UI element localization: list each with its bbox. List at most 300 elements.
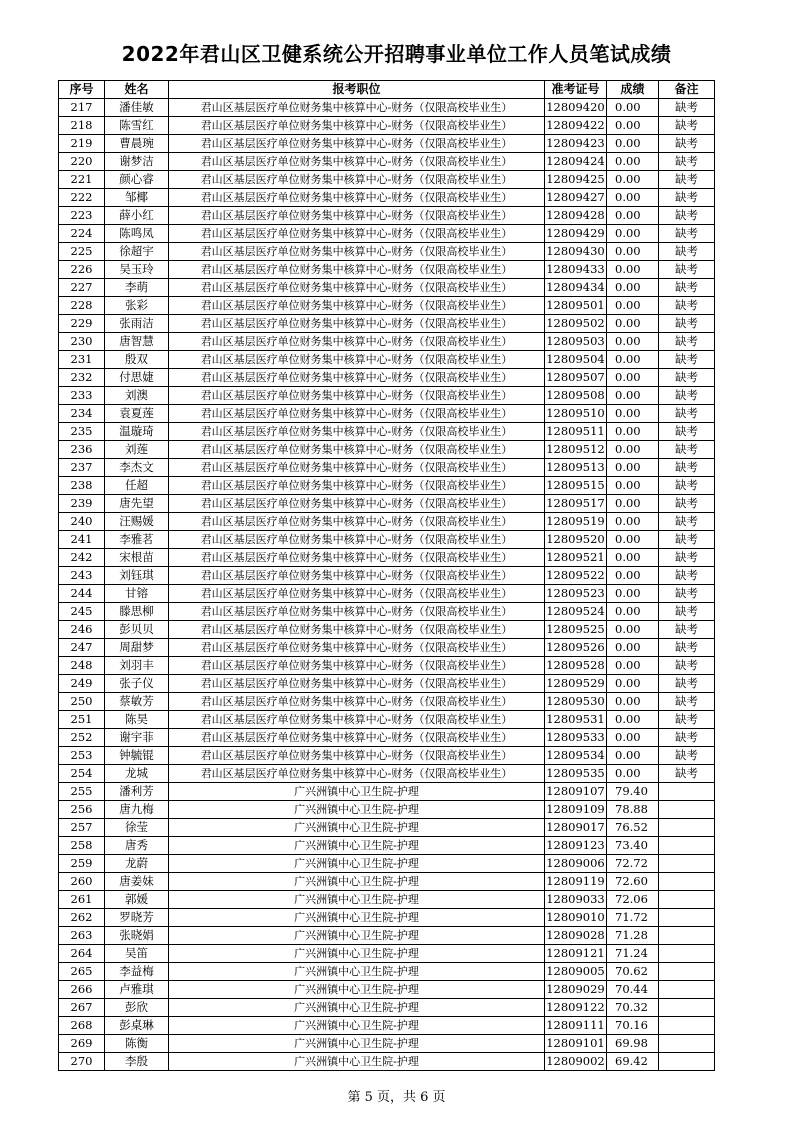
applied-position: 广兴洲镇中心卫生院-护理 <box>169 783 545 801</box>
score: 0.00 <box>607 315 659 333</box>
score-table <box>58 80 715 1071</box>
candidate-name: 陈昊 <box>105 711 169 729</box>
applied-position: 君山区基层医疗单位财务集中核算中心-财务（仅限高校毕业生） <box>169 729 545 747</box>
table-row <box>59 387 715 405</box>
applied-position: 君山区基层医疗单位财务集中核算中心-财务（仅限高校毕业生） <box>169 693 545 711</box>
header-remark: 备注 <box>659 81 715 99</box>
remark: 缺考 <box>659 657 715 675</box>
score: 0.00 <box>607 351 659 369</box>
applied-position: 广兴洲镇中心卫生院-护理 <box>169 891 545 909</box>
row-index: 225 <box>59 243 105 261</box>
exam-id: 12809430 <box>545 243 607 261</box>
candidate-name: 龙城 <box>105 765 169 783</box>
table-row <box>59 963 715 981</box>
exam-id: 12809424 <box>545 153 607 171</box>
row-index: 269 <box>59 1035 105 1053</box>
row-index: 251 <box>59 711 105 729</box>
table-row <box>59 711 715 729</box>
row-index: 231 <box>59 351 105 369</box>
exam-id: 12809501 <box>545 297 607 315</box>
table-row <box>59 549 715 567</box>
exam-id: 12809425 <box>545 171 607 189</box>
exam-id: 12809533 <box>545 729 607 747</box>
exam-id: 12809420 <box>545 99 607 117</box>
exam-id: 12809508 <box>545 387 607 405</box>
row-index: 230 <box>59 333 105 351</box>
table-row <box>59 927 715 945</box>
remark <box>659 981 715 999</box>
applied-position: 君山区基层医疗单位财务集中核算中心-财务（仅限高校毕业生） <box>169 315 545 333</box>
remark: 缺考 <box>659 369 715 387</box>
applied-position: 广兴洲镇中心卫生院-护理 <box>169 909 545 927</box>
remark: 缺考 <box>659 189 715 207</box>
candidate-name: 刘澳 <box>105 387 169 405</box>
remark: 缺考 <box>659 441 715 459</box>
candidate-name: 张雨洁 <box>105 315 169 333</box>
exam-id: 12809423 <box>545 135 607 153</box>
candidate-name: 邹椰 <box>105 189 169 207</box>
remark: 缺考 <box>659 639 715 657</box>
applied-position: 君山区基层医疗单位财务集中核算中心-财务（仅限高校毕业生） <box>169 531 545 549</box>
table-row <box>59 369 715 387</box>
candidate-name: 袁夏莲 <box>105 405 169 423</box>
candidate-name: 蔡敏芳 <box>105 693 169 711</box>
exam-id: 12809507 <box>545 369 607 387</box>
applied-position: 君山区基层医疗单位财务集中核算中心-财务（仅限高校毕业生） <box>169 369 545 387</box>
candidate-name: 彭欣 <box>105 999 169 1017</box>
score: 72.06 <box>607 891 659 909</box>
table-row <box>59 117 715 135</box>
remark: 缺考 <box>659 693 715 711</box>
applied-position: 君山区基层医疗单位财务集中核算中心-财务（仅限高校毕业生） <box>169 747 545 765</box>
remark: 缺考 <box>659 531 715 549</box>
candidate-name: 吴笛 <box>105 945 169 963</box>
applied-position: 君山区基层医疗单位财务集中核算中心-财务（仅限高校毕业生） <box>169 135 545 153</box>
row-index: 236 <box>59 441 105 459</box>
remark: 缺考 <box>659 279 715 297</box>
applied-position: 君山区基层医疗单位财务集中核算中心-财务（仅限高校毕业生） <box>169 153 545 171</box>
score: 0.00 <box>607 513 659 531</box>
remark <box>659 819 715 837</box>
applied-position: 君山区基层医疗单位财务集中核算中心-财务（仅限高校毕业生） <box>169 189 545 207</box>
exam-id: 12809513 <box>545 459 607 477</box>
remark: 缺考 <box>659 495 715 513</box>
applied-position: 广兴洲镇中心卫生院-护理 <box>169 855 545 873</box>
row-index: 221 <box>59 171 105 189</box>
exam-id: 12809029 <box>545 981 607 999</box>
score: 72.60 <box>607 873 659 891</box>
score: 72.72 <box>607 855 659 873</box>
candidate-name: 钟毓锟 <box>105 747 169 765</box>
remark: 缺考 <box>659 171 715 189</box>
exam-id: 12809519 <box>545 513 607 531</box>
candidate-name: 彭桌琳 <box>105 1017 169 1035</box>
exam-id: 12809521 <box>545 549 607 567</box>
header-exam-id: 准考证号 <box>545 81 607 99</box>
exam-id: 12809121 <box>545 945 607 963</box>
score: 70.16 <box>607 1017 659 1035</box>
exam-id: 12809502 <box>545 315 607 333</box>
candidate-name: 付思婕 <box>105 369 169 387</box>
row-index: 248 <box>59 657 105 675</box>
remark <box>659 999 715 1017</box>
remark: 缺考 <box>659 423 715 441</box>
row-index: 264 <box>59 945 105 963</box>
exam-id: 12809528 <box>545 657 607 675</box>
applied-position: 君山区基层医疗单位财务集中核算中心-财务（仅限高校毕业生） <box>169 405 545 423</box>
table-row <box>59 639 715 657</box>
row-index: 258 <box>59 837 105 855</box>
candidate-name: 郭媛 <box>105 891 169 909</box>
remark: 缺考 <box>659 711 715 729</box>
candidate-name: 滕思柳 <box>105 603 169 621</box>
score: 0.00 <box>607 297 659 315</box>
score: 0.00 <box>607 153 659 171</box>
table-row <box>59 261 715 279</box>
row-index: 253 <box>59 747 105 765</box>
remark <box>659 909 715 927</box>
table-row <box>59 513 715 531</box>
candidate-name: 唐九梅 <box>105 801 169 819</box>
applied-position: 广兴洲镇中心卫生院-护理 <box>169 1053 545 1071</box>
table-header-row <box>59 81 715 99</box>
candidate-name: 刘钰琪 <box>105 567 169 585</box>
exam-id: 12809002 <box>545 1053 607 1071</box>
score: 0.00 <box>607 243 659 261</box>
row-index: 239 <box>59 495 105 513</box>
exam-id: 12809534 <box>545 747 607 765</box>
table-row <box>59 477 715 495</box>
candidate-name: 唐秀 <box>105 837 169 855</box>
row-index: 237 <box>59 459 105 477</box>
applied-position: 君山区基层医疗单位财务集中核算中心-财务（仅限高校毕业生） <box>169 117 545 135</box>
row-index: 223 <box>59 207 105 225</box>
applied-position: 君山区基层医疗单位财务集中核算中心-财务（仅限高校毕业生） <box>169 387 545 405</box>
row-index: 246 <box>59 621 105 639</box>
remark <box>659 801 715 819</box>
candidate-name: 潘佳敏 <box>105 99 169 117</box>
candidate-name: 徐莹 <box>105 819 169 837</box>
score: 70.32 <box>607 999 659 1017</box>
exam-id: 12809111 <box>545 1017 607 1035</box>
candidate-name: 卢雅琪 <box>105 981 169 999</box>
row-index: 245 <box>59 603 105 621</box>
score: 0.00 <box>607 405 659 423</box>
table-row <box>59 909 715 927</box>
exam-id: 12809526 <box>545 639 607 657</box>
exam-id: 12809101 <box>545 1035 607 1053</box>
score: 71.24 <box>607 945 659 963</box>
table-row <box>59 981 715 999</box>
table-row <box>59 945 715 963</box>
remark: 缺考 <box>659 513 715 531</box>
score: 0.00 <box>607 639 659 657</box>
table-row <box>59 135 715 153</box>
candidate-name: 甘镕 <box>105 585 169 603</box>
row-index: 254 <box>59 765 105 783</box>
score: 0.00 <box>607 423 659 441</box>
candidate-name: 陈雪红 <box>105 117 169 135</box>
remark: 缺考 <box>659 297 715 315</box>
table-row <box>59 207 715 225</box>
row-index: 256 <box>59 801 105 819</box>
score: 0.00 <box>607 189 659 207</box>
exam-id: 12809511 <box>545 423 607 441</box>
candidate-name: 潘利芳 <box>105 783 169 801</box>
score: 0.00 <box>607 729 659 747</box>
exam-id: 12809422 <box>545 117 607 135</box>
table-row <box>59 531 715 549</box>
score: 76.52 <box>607 819 659 837</box>
score: 0.00 <box>607 441 659 459</box>
table-row <box>59 693 715 711</box>
remark: 缺考 <box>659 135 715 153</box>
applied-position: 君山区基层医疗单位财务集中核算中心-财务（仅限高校毕业生） <box>169 171 545 189</box>
row-index: 233 <box>59 387 105 405</box>
row-index: 217 <box>59 99 105 117</box>
table-row <box>59 297 715 315</box>
applied-position: 君山区基层医疗单位财务集中核算中心-财务（仅限高校毕业生） <box>169 225 545 243</box>
applied-position: 君山区基层医疗单位财务集中核算中心-财务（仅限高校毕业生） <box>169 477 545 495</box>
candidate-name: 李殷 <box>105 1053 169 1071</box>
remark: 缺考 <box>659 549 715 567</box>
row-index: 261 <box>59 891 105 909</box>
row-index: 252 <box>59 729 105 747</box>
table-row <box>59 441 715 459</box>
score: 0.00 <box>607 207 659 225</box>
remark: 缺考 <box>659 729 715 747</box>
applied-position: 君山区基层医疗单位财务集中核算中心-财务（仅限高校毕业生） <box>169 441 545 459</box>
applied-position: 君山区基层医疗单位财务集中核算中心-财务（仅限高校毕业生） <box>169 207 545 225</box>
table-row <box>59 315 715 333</box>
row-index: 227 <box>59 279 105 297</box>
candidate-name: 李雅茗 <box>105 531 169 549</box>
row-index: 268 <box>59 1017 105 1035</box>
remark: 缺考 <box>659 567 715 585</box>
table-row <box>59 675 715 693</box>
exam-id: 12809535 <box>545 765 607 783</box>
table-row <box>59 189 715 207</box>
row-index: 262 <box>59 909 105 927</box>
row-index: 220 <box>59 153 105 171</box>
score: 0.00 <box>607 621 659 639</box>
candidate-name: 薛小红 <box>105 207 169 225</box>
candidate-name: 谢宇菲 <box>105 729 169 747</box>
header-name: 姓名 <box>105 81 169 99</box>
exam-id: 12809503 <box>545 333 607 351</box>
score: 0.00 <box>607 711 659 729</box>
score: 0.00 <box>607 585 659 603</box>
score: 0.00 <box>607 675 659 693</box>
remark: 缺考 <box>659 747 715 765</box>
exam-id: 12809510 <box>545 405 607 423</box>
applied-position: 君山区基层医疗单位财务集中核算中心-财务（仅限高校毕业生） <box>169 603 545 621</box>
candidate-name: 曹晨琬 <box>105 135 169 153</box>
row-index: 250 <box>59 693 105 711</box>
exam-id: 12809523 <box>545 585 607 603</box>
row-index: 255 <box>59 783 105 801</box>
candidate-name: 陈衡 <box>105 1035 169 1053</box>
remark <box>659 855 715 873</box>
row-index: 247 <box>59 639 105 657</box>
score: 0.00 <box>607 459 659 477</box>
remark: 缺考 <box>659 315 715 333</box>
exam-id: 12809512 <box>545 441 607 459</box>
remark: 缺考 <box>659 765 715 783</box>
row-index: 260 <box>59 873 105 891</box>
table-body <box>59 99 715 1071</box>
candidate-name: 张子仪 <box>105 675 169 693</box>
score: 0.00 <box>607 279 659 297</box>
applied-position: 君山区基层医疗单位财务集中核算中心-财务（仅限高校毕业生） <box>169 675 545 693</box>
candidate-name: 唐姜妹 <box>105 873 169 891</box>
exam-id: 12809119 <box>545 873 607 891</box>
applied-position: 广兴洲镇中心卫生院-护理 <box>169 963 545 981</box>
applied-position: 君山区基层医疗单位财务集中核算中心-财务（仅限高校毕业生） <box>169 639 545 657</box>
table-row <box>59 819 715 837</box>
row-index: 243 <box>59 567 105 585</box>
score: 0.00 <box>607 495 659 513</box>
header-position: 报考职位 <box>169 81 545 99</box>
table-row <box>59 495 715 513</box>
table-row <box>59 783 715 801</box>
applied-position: 君山区基层医疗单位财务集中核算中心-财务（仅限高校毕业生） <box>169 261 545 279</box>
score: 0.00 <box>607 603 659 621</box>
table-row <box>59 729 715 747</box>
row-index: 234 <box>59 405 105 423</box>
table-row <box>59 1035 715 1053</box>
remark: 缺考 <box>659 333 715 351</box>
page-title: 2022年君山区卫健系统公开招聘事业单位工作人员笔试成绩 <box>121 42 672 66</box>
applied-position: 君山区基层医疗单位财务集中核算中心-财务（仅限高校毕业生） <box>169 351 545 369</box>
remark <box>659 1035 715 1053</box>
applied-position: 君山区基层医疗单位财务集中核算中心-财务（仅限高校毕业生） <box>169 513 545 531</box>
score: 0.00 <box>607 765 659 783</box>
candidate-name: 任超 <box>105 477 169 495</box>
score: 0.00 <box>607 747 659 765</box>
remark <box>659 783 715 801</box>
row-index: 266 <box>59 981 105 999</box>
applied-position: 君山区基层医疗单位财务集中核算中心-财务（仅限高校毕业生） <box>169 765 545 783</box>
page-footer: 第 5 页，共 6 页 <box>347 1090 446 1105</box>
remark: 缺考 <box>659 207 715 225</box>
header-score: 成绩 <box>607 81 659 99</box>
candidate-name: 徐超宇 <box>105 243 169 261</box>
table-row <box>59 1053 715 1071</box>
table-row <box>59 747 715 765</box>
score: 69.42 <box>607 1053 659 1071</box>
exam-id: 12809529 <box>545 675 607 693</box>
candidate-name: 温璇琦 <box>105 423 169 441</box>
row-index: 222 <box>59 189 105 207</box>
remark <box>659 927 715 945</box>
applied-position: 君山区基层医疗单位财务集中核算中心-财务（仅限高校毕业生） <box>169 279 545 297</box>
exam-id: 12809122 <box>545 999 607 1017</box>
remark: 缺考 <box>659 99 715 117</box>
exam-id: 12809517 <box>545 495 607 513</box>
applied-position: 广兴洲镇中心卫生院-护理 <box>169 819 545 837</box>
table-row <box>59 999 715 1017</box>
remark: 缺考 <box>659 225 715 243</box>
applied-position: 君山区基层医疗单位财务集中核算中心-财务（仅限高校毕业生） <box>169 711 545 729</box>
table-row <box>59 801 715 819</box>
candidate-name: 彭贝贝 <box>105 621 169 639</box>
table-row <box>59 423 715 441</box>
remark <box>659 945 715 963</box>
exam-id: 12809531 <box>545 711 607 729</box>
table-row <box>59 351 715 369</box>
exam-id: 12809524 <box>545 603 607 621</box>
candidate-name: 李萌 <box>105 279 169 297</box>
exam-id: 12809028 <box>545 927 607 945</box>
exam-id: 12809433 <box>545 261 607 279</box>
remark: 缺考 <box>659 675 715 693</box>
applied-position: 广兴洲镇中心卫生院-护理 <box>169 837 545 855</box>
row-index: 270 <box>59 1053 105 1071</box>
exam-id: 12809530 <box>545 693 607 711</box>
score: 69.98 <box>607 1035 659 1053</box>
candidate-name: 宋根苗 <box>105 549 169 567</box>
exam-id: 12809017 <box>545 819 607 837</box>
candidate-name: 李杰文 <box>105 459 169 477</box>
table-row <box>59 657 715 675</box>
table-row <box>59 891 715 909</box>
remark: 缺考 <box>659 153 715 171</box>
applied-position: 广兴洲镇中心卫生院-护理 <box>169 999 545 1017</box>
exam-id: 12809428 <box>545 207 607 225</box>
remark <box>659 963 715 981</box>
score: 0.00 <box>607 693 659 711</box>
score: 70.44 <box>607 981 659 999</box>
row-index: 240 <box>59 513 105 531</box>
score: 0.00 <box>607 657 659 675</box>
row-index: 259 <box>59 855 105 873</box>
row-index: 267 <box>59 999 105 1017</box>
score: 0.00 <box>607 135 659 153</box>
remark <box>659 1053 715 1071</box>
exam-id: 12809525 <box>545 621 607 639</box>
candidate-name: 周甜梦 <box>105 639 169 657</box>
row-index: 257 <box>59 819 105 837</box>
score: 0.00 <box>607 567 659 585</box>
remark: 缺考 <box>659 243 715 261</box>
table-row <box>59 837 715 855</box>
remark <box>659 891 715 909</box>
row-index: 244 <box>59 585 105 603</box>
applied-position: 君山区基层医疗单位财务集中核算中心-财务（仅限高校毕业生） <box>169 585 545 603</box>
applied-position: 君山区基层医疗单位财务集中核算中心-财务（仅限高校毕业生） <box>169 99 545 117</box>
remark: 缺考 <box>659 261 715 279</box>
table-row <box>59 855 715 873</box>
remark: 缺考 <box>659 351 715 369</box>
remark <box>659 873 715 891</box>
table-row <box>59 567 715 585</box>
candidate-name: 刘莲 <box>105 441 169 459</box>
score: 0.00 <box>607 477 659 495</box>
applied-position: 君山区基层医疗单位财务集中核算中心-财务（仅限高校毕业生） <box>169 567 545 585</box>
candidate-name: 刘羽丰 <box>105 657 169 675</box>
score: 0.00 <box>607 387 659 405</box>
applied-position: 君山区基层医疗单位财务集中核算中心-财务（仅限高校毕业生） <box>169 459 545 477</box>
row-index: 226 <box>59 261 105 279</box>
exam-id: 12809429 <box>545 225 607 243</box>
row-index: 232 <box>59 369 105 387</box>
table-row <box>59 765 715 783</box>
row-index: 249 <box>59 675 105 693</box>
remark: 缺考 <box>659 603 715 621</box>
exam-id: 12809504 <box>545 351 607 369</box>
applied-position: 广兴洲镇中心卫生院-护理 <box>169 1017 545 1035</box>
